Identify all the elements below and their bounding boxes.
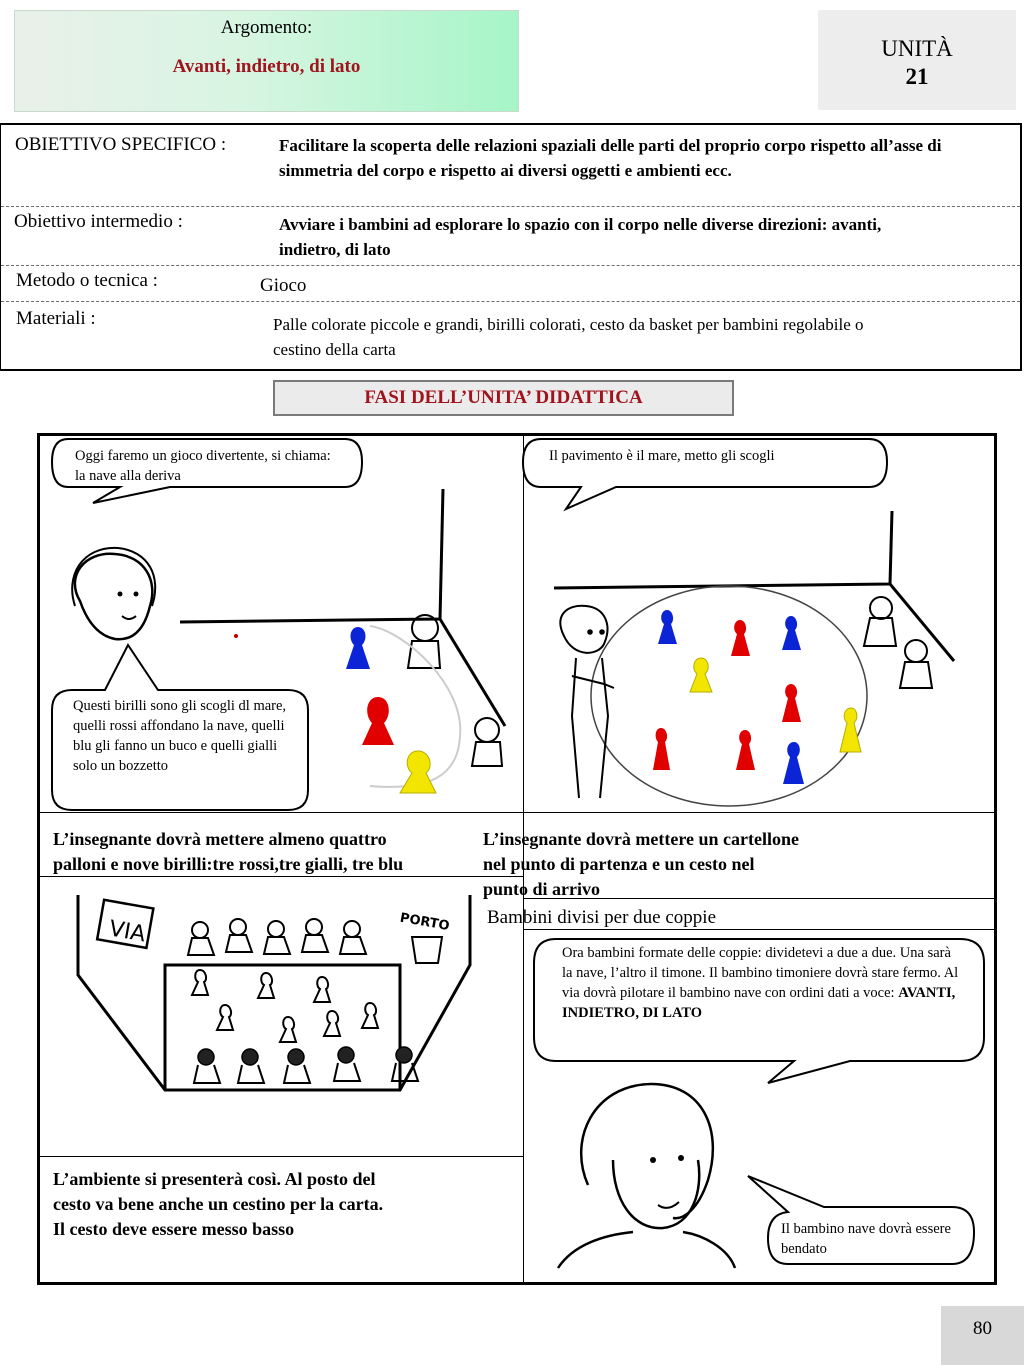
blue-pin-icon (782, 616, 801, 650)
speech-bubble-4-text (562, 943, 962, 1023)
basket-icon (412, 937, 442, 963)
specific-objective-label: OBIETTIVO SPECIFICO : (15, 134, 227, 155)
speech-bubble-1-text: Oggi faremo un gioco divertente, si chiama: la nave alla deriva (75, 448, 331, 484)
grid-line (523, 929, 997, 930)
objectives-table (0, 123, 1022, 371)
red-pin-icon (362, 697, 394, 745)
speech-bubble-4-body: Ora bambini formate delle coppie: dividetevi a due a due. Una sarà la nave, l’altro il timone. Il bambino timoniere dovrà stare fermo. Al via dovrà pilotare il bambino nave con ordini dati a voce: (562, 945, 959, 1001)
caption-right-line-2: nel punto di partenza e un cesto nel (483, 854, 755, 874)
caption-bottom-line-3: Il cesto deve essere messo basso (53, 1219, 295, 1239)
divider (1, 265, 1020, 266)
yellow-pin-icon (400, 751, 436, 793)
yellow-pin-icon (840, 708, 861, 752)
phases-title: FASI DELL’UNITA’ DIDATTICA (273, 380, 734, 416)
materials-label: Materiali : (16, 308, 96, 329)
intermediate-objective-label: Obiettivo intermedio : (14, 211, 183, 232)
method-text: Gioco (260, 275, 307, 296)
grid-line (40, 812, 997, 813)
panel-2-pins (655, 608, 870, 793)
divider (1, 206, 1020, 207)
specific-objective-text: Facilitare la scoperta delle relazioni spaziali delle parti del proprio corpo rispetto all’asse di simmetria del corpo e rispetto ai diversi oggetti e ambienti ecc. (279, 136, 942, 180)
pairs-text: Bambini divisi per due coppie (487, 907, 717, 928)
page-number: 80 (941, 1306, 1024, 1365)
divider (1, 301, 1020, 302)
red-pin-icon (731, 620, 750, 656)
blue-pin-icon (346, 627, 370, 669)
red-pin-icon (782, 684, 801, 722)
caption-bottom-line-1: L’ambiente si presenterà così. Al posto del (53, 1169, 376, 1189)
unit-box (818, 10, 1016, 110)
panel-3-illustration (70, 885, 490, 1110)
grid-line (40, 1156, 523, 1157)
caption-left-line-2: palloni e nove birilli:tre rossi,tre gialli, tre blu (53, 854, 404, 874)
topic-title: Avanti, indietro, di lato (172, 56, 361, 77)
topic-header (14, 10, 519, 112)
unit-label: UNITÀ (881, 36, 953, 61)
speech-bubble-3-text: Il pavimento è il mare, metto gli scogli (549, 448, 775, 464)
blue-pin-icon (783, 742, 804, 784)
topic-label: Argomento: (220, 17, 313, 38)
yellow-pin-icon (690, 658, 712, 692)
sign-via: VIA (107, 916, 148, 948)
method-label: Metodo o tecnica : (16, 270, 158, 291)
intermediate-objective-text: Avviare i bambini ad esplorare lo spazio con il corpo nelle diverse direzioni: avanti, indietro, di lato (279, 215, 882, 259)
speech-bubble-4-commands: AVANTI, INDIETRO, DI LATO (562, 985, 956, 1021)
caption-right-line-3: punto di arrivo (483, 879, 601, 899)
red-pin-icon (653, 728, 670, 770)
unit-number: 21 (905, 64, 929, 89)
blue-pin-icon (658, 610, 677, 644)
speech-bubble-5-text: Il bambino nave dovrà essere bendato (781, 1221, 951, 1257)
red-pin-icon (736, 730, 755, 770)
caption-bottom-line-2: cesto va bene anche un cestino per la carta. (53, 1194, 384, 1214)
panel-1-pins (340, 625, 450, 800)
materials-text: Palle colorate piccole e grandi, birilli colorati, cesto da basket per bambini regolabile o cestino della carta (273, 315, 864, 359)
caption-right-line-1: L’insegnante dovrà mettere un cartellone (483, 829, 799, 849)
speech-bubble-2-text: Questi birilli sono gli scogli dl mare, quelli rossi affondano la nave, quelli blu gli fanno un buco e quelli gialli solo un bozzetto (73, 698, 287, 774)
sign-porto: PORTO (398, 910, 451, 935)
caption-left-line-1: L’insegnante dovrà mettere almeno quattro (53, 829, 387, 849)
teacher-portrait-illustration (553, 1070, 738, 1270)
